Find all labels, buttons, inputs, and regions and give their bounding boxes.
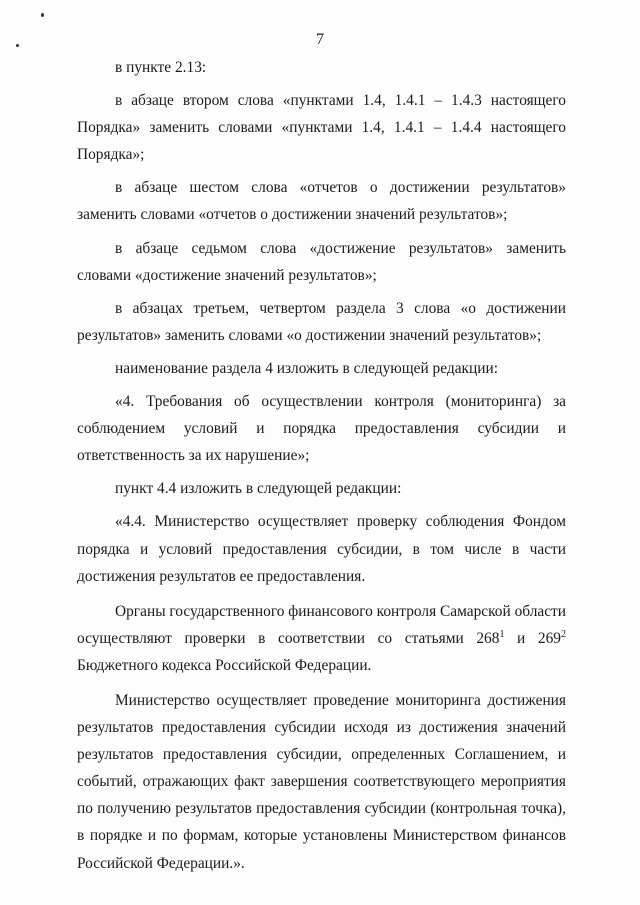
document-body: [77, 54, 566, 877]
paragraph: в абзацах третьем, четвертом раздела 3 слова «о достижении результатов» заменить словами «о достижении значений результатов»;: [77, 299, 566, 344]
paragraph: «4.4. Министерство осуществляет проверку соблюдения Фондом порядка и условий предоставления субсидии, в том числе в части достижения результатов ее предоставления.: [77, 513, 566, 585]
paragraph: Министерство осуществляет проведение мониторинга достижения результатов предоставления субсидии исходя из достижения значений результатов предоставления субсидии, определенных Соглашением, и событий, отражающих факт завершения соответствующего мероприятия по получению результатов предоставления субсидии (контрольная точка), в порядке и по формам, которые установлены Министерством финансов Российской Федерации.».: [77, 691, 566, 872]
control-text: и 269: [504, 629, 561, 647]
paragraph: наименование раздела 4 изложить в следующей редакции:: [115, 359, 499, 377]
control-text: Бюджетного кодекса Российской Федерации.: [77, 656, 372, 674]
paragraph: в абзаце втором слова «пунктами 1.4, 1.4.1 – 1.4.3 настоящего Порядка» заменить словами «пунктами 1.4, 1.4.1 – 1.4.4 настоящего Порядка»;: [77, 92, 566, 164]
footnote-superscript: 1: [499, 628, 505, 640]
paragraph: в абзаце шестом слова «отчетов о достижении результатов» заменить словами «отчетов о достижении значений результатов»;: [77, 179, 566, 224]
paragraph: пункт 4.4 изложить в следующей редакции:: [115, 480, 402, 498]
control-text: Органы государственного финансового контроля Самарской области осуществляют проверки в соответствии со статьями 268: [77, 602, 567, 647]
scan-speck: [41, 13, 44, 17]
footnote-superscript: 2: [561, 628, 566, 640]
section-heading-quote: «4. Требования об осуществлении контроля (мониторинга) за соблюдением условий и порядка предоставления субсидии и ответственность за их нарушение»;: [77, 393, 566, 465]
paragraph: в пункте 2.13:: [115, 59, 207, 76]
page-number: 7: [316, 31, 324, 48]
paragraph: в абзаце седьмом слова «достижение результатов» заменить словами «достижение значений результатов»;: [77, 239, 566, 284]
control-paragraph: [77, 598, 566, 679]
